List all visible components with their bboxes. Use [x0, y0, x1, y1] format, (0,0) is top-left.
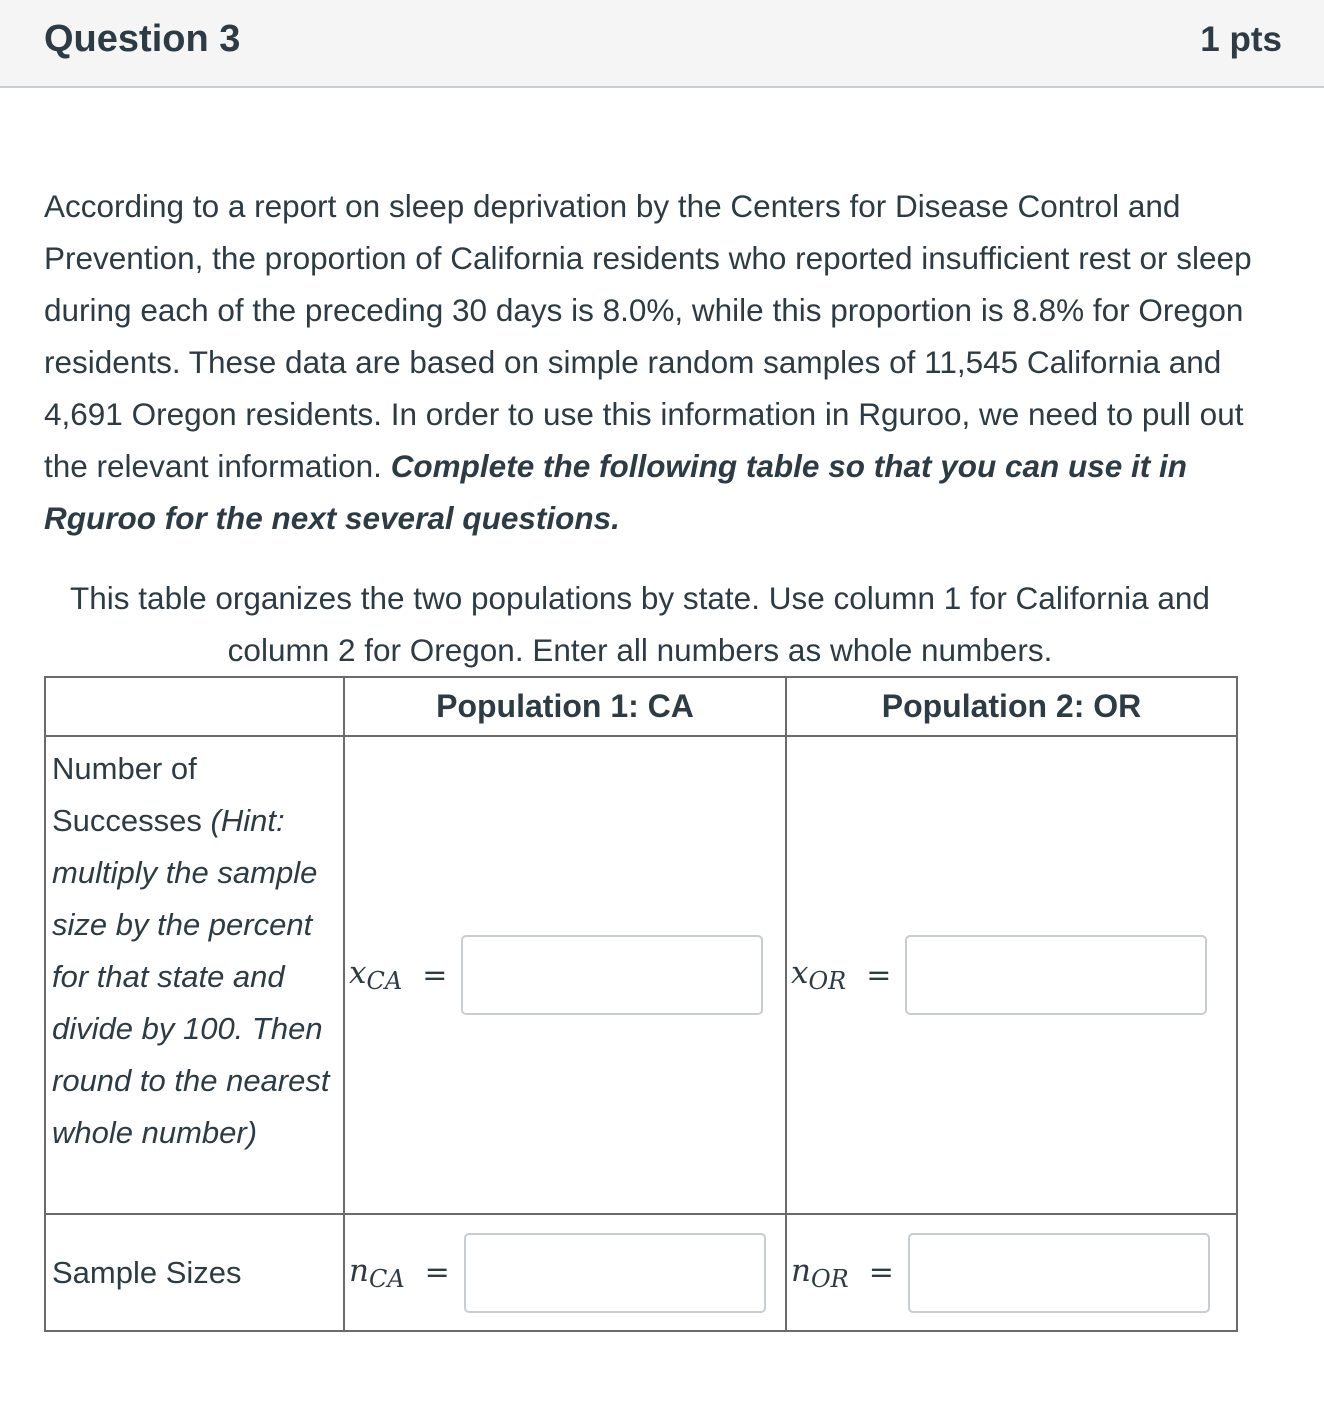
table-header-population-2: Population 2: OR: [786, 677, 1237, 736]
table-row-successes: [45, 736, 1237, 1214]
x-ca-input[interactable]: [461, 935, 763, 1015]
question-points: 1 pts: [1200, 20, 1282, 59]
successes-label-cell: [45, 736, 344, 1214]
n-or-equals: =: [868, 1255, 894, 1290]
table-instructions: This table organizes the two populations by state. Use column 1 for California and column 2 for Oregon. Enter all numbers as whole numbers.: [70, 580, 1210, 668]
question-body-text: According to a report on sleep deprivation by the Centers for Disease Control and Prevention, the proportion of California residents who reported insufficient rest or sleep during each of the preceding 30 days is 8.0%, while this proportion is 8.8% for Oregon residents. These data are based on simple random samples of 11,545 California and 4,691 Oregon residents. In order to use this information in Rguroo, we need to pull out the relevant information.: [44, 188, 1252, 484]
x-or-variable: $x_{OR}$: [791, 955, 847, 995]
table-header-row: [45, 677, 1237, 736]
n-or-variable: $n_{OR}$: [791, 1252, 849, 1293]
question-body: [44, 180, 1294, 544]
successes-hint: (Hint: multiply the sample size by the percent for that state and divide by 100. Then round to the nearest whole number): [52, 803, 330, 1150]
populations-table: [44, 676, 1238, 1332]
sample-or-cell: [786, 1214, 1237, 1331]
sample-ca-cell: [344, 1214, 786, 1331]
successes-ca-cell: [344, 736, 786, 1214]
n-ca-input[interactable]: [464, 1233, 766, 1313]
sample-sizes-label: Sample Sizes: [45, 1214, 344, 1331]
table-row-sample-sizes: [45, 1214, 1237, 1331]
n-ca-equals: =: [424, 1255, 450, 1290]
successes-or-cell: [786, 736, 1237, 1214]
n-or-input[interactable]: [908, 1233, 1210, 1313]
question-header: [0, 0, 1324, 88]
x-ca-variable: $x_{CA}$: [349, 955, 403, 995]
question-title: Question 3: [44, 18, 241, 60]
successes-label: Number of Successes: [52, 751, 211, 838]
table-header-population-1: Population 1: CA: [344, 677, 786, 736]
question-emphasis: Complete the following table so that you can use it in Rguroo for the next several questions.: [44, 448, 1188, 536]
x-or-equals: =: [866, 957, 892, 993]
x-ca-equals: =: [422, 957, 448, 993]
table-header-empty: [45, 677, 344, 736]
n-ca-variable: $n_{CA}$: [349, 1252, 405, 1293]
x-or-input[interactable]: [905, 935, 1207, 1015]
